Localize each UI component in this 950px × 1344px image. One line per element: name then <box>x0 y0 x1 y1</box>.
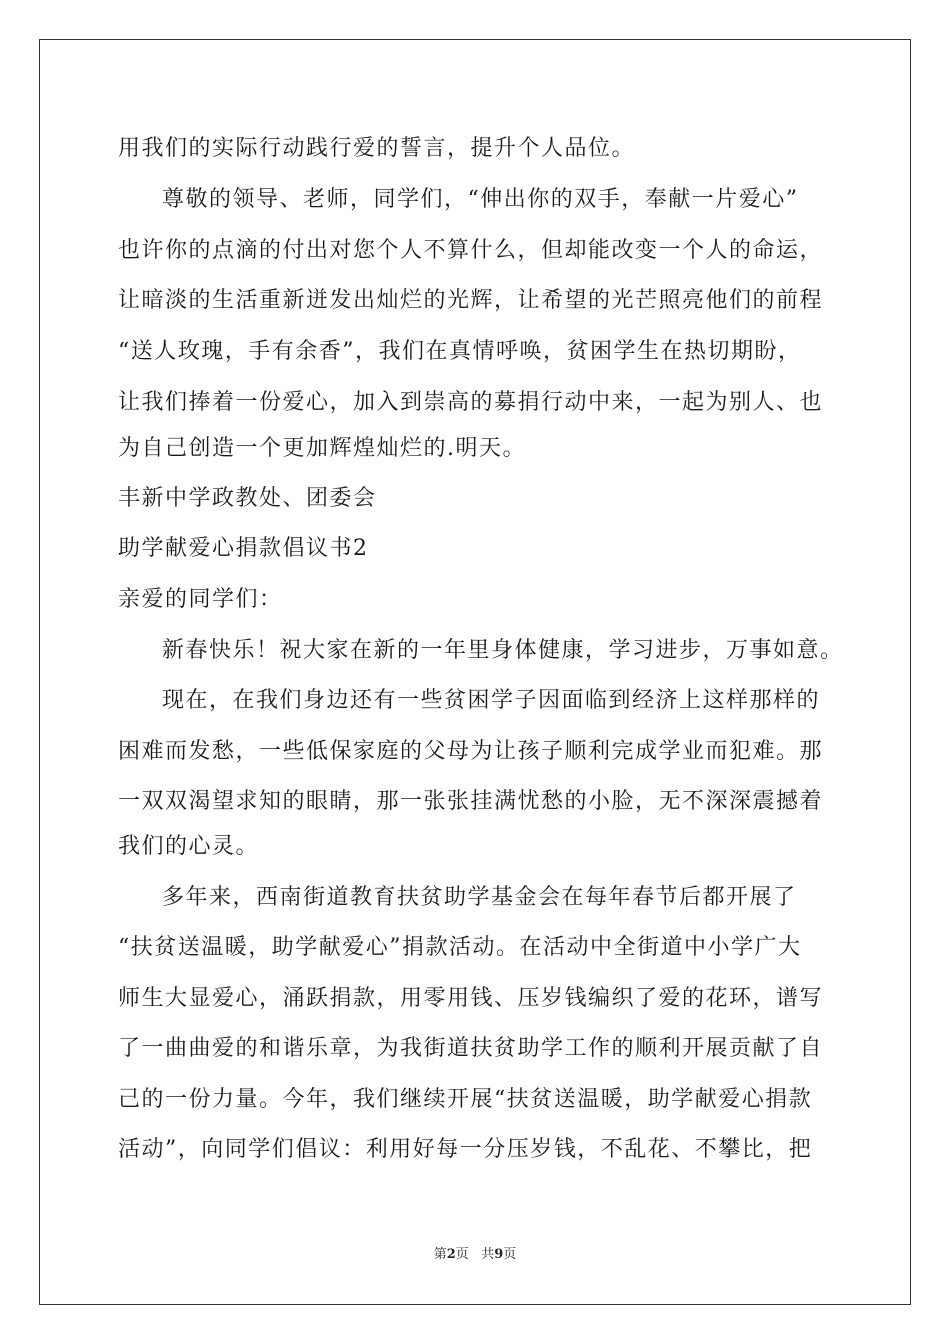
text-line: 我们的心灵。 <box>118 834 260 859</box>
text-line: 尊敬的领导、老师，同学们，“伸出你的双手，奉献一片爱心” <box>162 187 799 212</box>
section-title: 助学献爱心捐款倡议书2 <box>118 536 369 561</box>
text-line: 让暗淡的生活重新迸发出灿烂的光辉，让希望的光芒照亮他们的前程 <box>118 288 824 313</box>
page-suffix: 页 <box>455 1247 469 1262</box>
text-line: 新春快乐！祝大家在新的一年里身体健康，学习进步，万事如意。 <box>162 638 844 663</box>
text-line: 现在，在我们身边还有一些贫困学子因面临到经济上这样那样的 <box>162 688 821 713</box>
text-line: 困难而发愁，一些低保家庭的父母为让孩子顺利完成学业而犯难。那 <box>118 739 824 764</box>
page-number: 2 <box>446 1247 456 1262</box>
text-line: “扶贫送温暖，助学献爱心”捐款活动。在活动中全街道中小学广大 <box>118 935 802 960</box>
text-line: 也许你的点滴的付出对您个人不算什么，但却能改变一个人的命运， <box>118 238 824 263</box>
page-footer <box>0 1246 950 1264</box>
text-line: 活动”，向同学们倡议：利用好每一分压岁钱，不乱花、不攀比，把 <box>118 1137 813 1162</box>
page-prefix: 第 <box>433 1247 447 1262</box>
total-suffix: 页 <box>503 1247 517 1262</box>
salutation: 亲爱的同学们： <box>118 587 283 612</box>
text-line: 用我们的实际行动践行爱的誓言，提升个人品位。 <box>118 136 636 161</box>
total-pages: 9 <box>494 1247 504 1262</box>
text-line: 了一曲曲爱的和谐乐章，为我街道扶贫助学工作的顺利开展贡献了自 <box>118 1036 824 1061</box>
text-line: 为自己创造一个更加辉煌灿烂的.明天。 <box>118 436 526 461</box>
total-prefix: 共 <box>481 1247 495 1262</box>
text-line: 师生大显爱心，涌跃捐款，用零用钱、压岁钱编织了爱的花环，谱写 <box>118 986 824 1011</box>
text-line: 让我们捧着一份爱心，加入到崇高的募捐行动中来，一起为别人、也 <box>118 390 824 415</box>
text-line: 一双双渴望求知的眼睛，那一张张挂满忧愁的小脸，无不深深震撼着 <box>118 789 824 814</box>
text-line: 多年来，西南街道教育扶贫助学基金会在每年春节后都开展了 <box>162 885 797 910</box>
text-line: “送人玫瑰，手有余香”，我们在真情呼唤，贫困学生在热切期盼， <box>118 339 802 364</box>
page-border <box>39 39 911 1305</box>
text-line: 己的一份力量。今年，我们继续开展“扶贫送温暖，助学献爱心捐款 <box>118 1087 813 1112</box>
signature-line: 丰新中学政教处、团委会 <box>118 486 377 511</box>
